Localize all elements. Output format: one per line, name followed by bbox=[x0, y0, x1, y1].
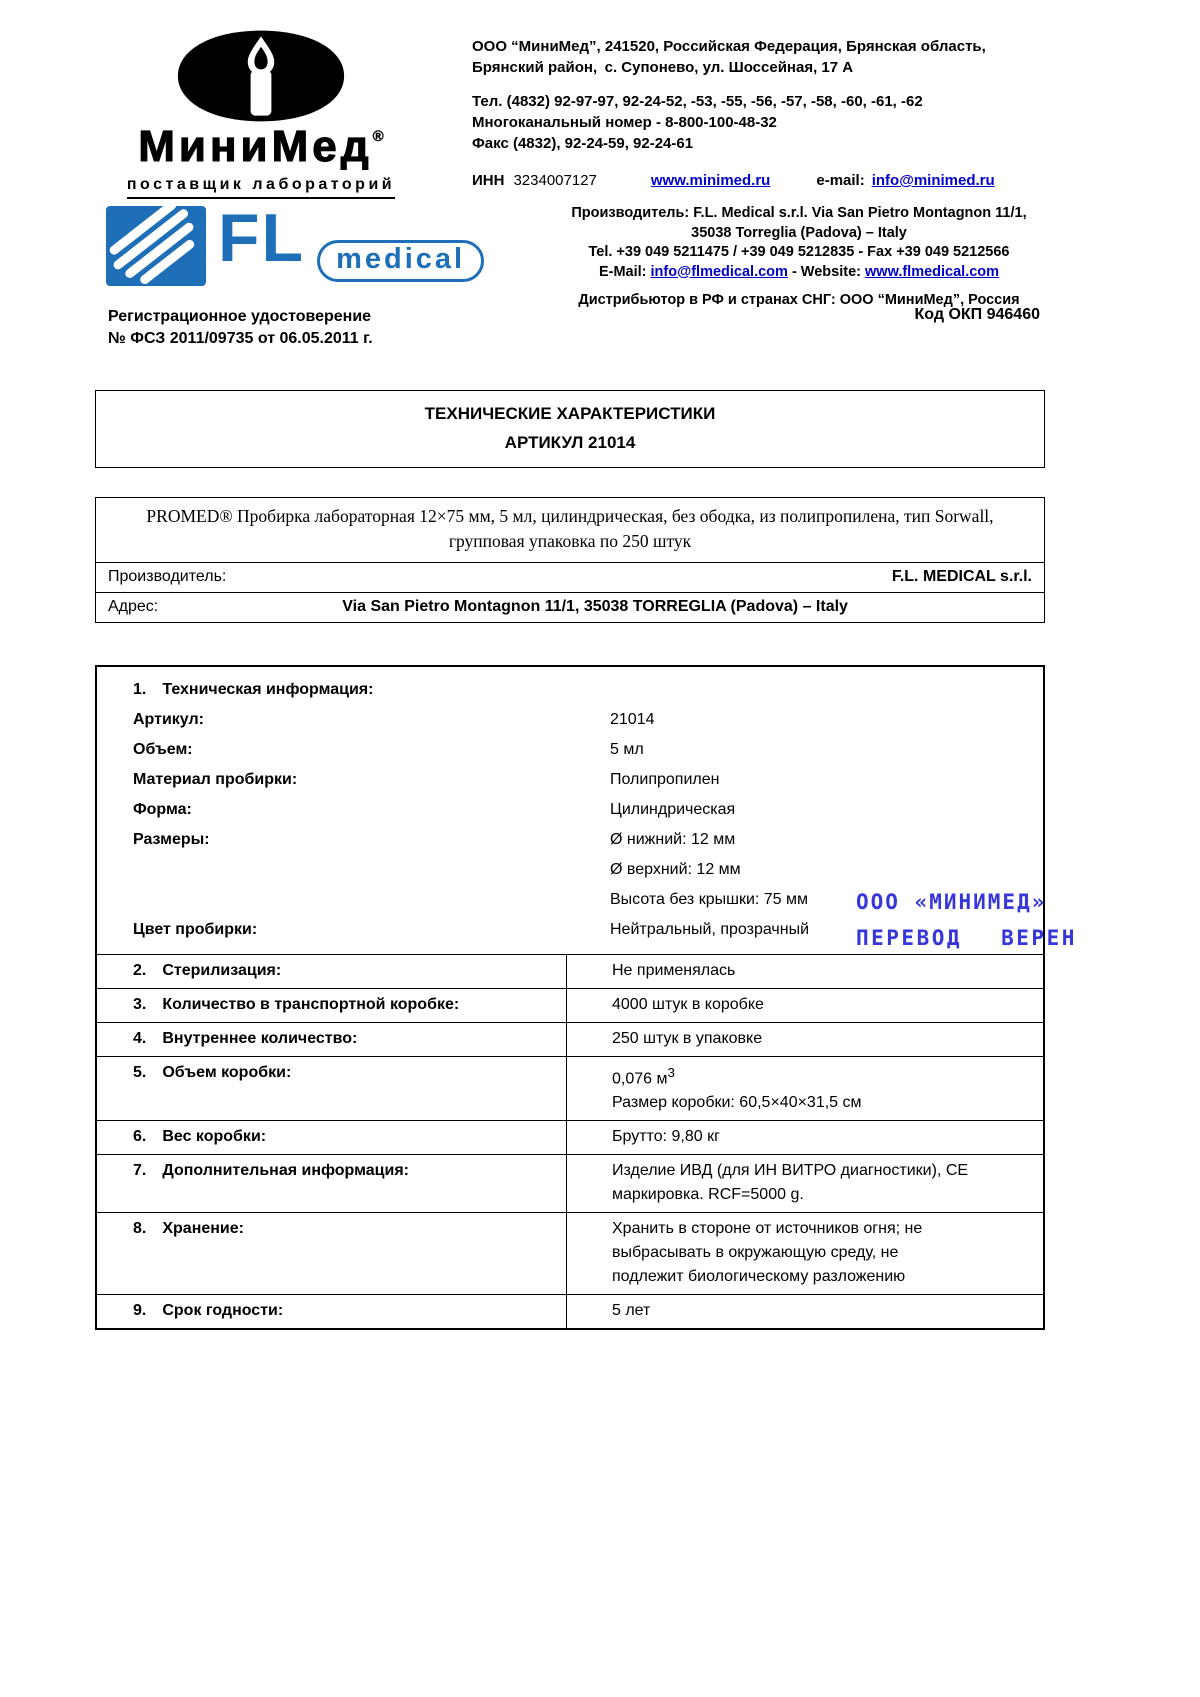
spec-row-sterilization bbox=[97, 954, 1043, 988]
title-box bbox=[95, 390, 1045, 468]
spec-item-dimensions-line2 bbox=[97, 855, 1043, 885]
fl-manufacturer-line2: 35038 Torreglia (Padova) – Italy bbox=[691, 224, 907, 241]
translation-stamp bbox=[856, 890, 1077, 950]
registration-line2: № ФСЗ 2011/09735 от 06.05.2011 г. bbox=[108, 330, 373, 347]
spec-row-box-volume bbox=[97, 1056, 1043, 1120]
stamp-line2: ПЕРЕВОД ВЕРЕН bbox=[856, 926, 1077, 950]
minimed-email-link[interactable]: info@minimed.ru bbox=[871, 172, 995, 189]
spec-item-value: Высота без крышки: 75 мм bbox=[610, 891, 809, 908]
product-description-box bbox=[95, 497, 1045, 623]
spec-row-label: 9. Срок годности: bbox=[97, 1295, 567, 1328]
brand-name: МиниМед® bbox=[138, 122, 384, 171]
spec-row-transport-quantity bbox=[97, 988, 1043, 1022]
inn-value: 3234007127 bbox=[513, 172, 597, 189]
spec-item-value: Ø нижний: 12 мм bbox=[610, 831, 736, 848]
inn-label: ИНН bbox=[472, 172, 505, 189]
product-description bbox=[96, 498, 1044, 563]
manufacturer-row bbox=[96, 563, 1044, 593]
fl-website-label: - Website: bbox=[791, 263, 861, 280]
spec-item-article bbox=[97, 705, 1043, 735]
fl-distributor-line: Дистрибьютор в РФ и странах СНГ: ООО “МиниМед”, Россия bbox=[578, 292, 1020, 308]
spec-item-label: Размеры: bbox=[133, 831, 210, 848]
registered-mark: ® bbox=[372, 128, 384, 145]
spec-section-heading: 1. Техническая информация: bbox=[133, 681, 374, 698]
spec-row-value: 4000 штук в коробке bbox=[612, 996, 764, 1013]
spec-item-value: Цилиндрическая bbox=[610, 801, 736, 818]
address-value: Via San Pietro Montagnon 11/1, 35038 TORREGLIA (Padova) – Italy bbox=[342, 598, 848, 615]
fl-medical-glove-icon bbox=[106, 206, 206, 291]
spec-row-value: 250 штук в упаковке bbox=[612, 1030, 763, 1047]
box-size-value: Размер коробки: 60,5×40×31,5 см bbox=[612, 1094, 862, 1112]
spec-row-value: Брутто: 9,80 кг bbox=[612, 1128, 720, 1146]
registration-line1: Регистрационное удостоверение bbox=[108, 308, 372, 325]
spec-item-label: Форма: bbox=[133, 801, 192, 818]
fl-contact-line bbox=[556, 263, 1042, 283]
spec-item-value: Полипропилен bbox=[610, 771, 720, 788]
company-multichannel: Многоканальный номер - 8-800-100-48-32 bbox=[472, 114, 777, 131]
spec-row-storage bbox=[97, 1212, 1043, 1294]
spec-row-box-weight bbox=[97, 1120, 1043, 1154]
spec-row-value: Хранить в стороне от источников огня; не выбрасывать в окружающую среду, не подлежит биологическому разложению bbox=[612, 1220, 923, 1286]
spec-row-label: 5. Объем коробки: bbox=[97, 1057, 567, 1120]
fl-website-link[interactable]: www.flmedical.com bbox=[865, 263, 1000, 280]
company-contact-block bbox=[472, 36, 1057, 191]
spec-item-dimensions bbox=[97, 825, 1043, 855]
spec-item-value: 5 мл bbox=[610, 741, 644, 758]
superscript-3: 3 bbox=[667, 1065, 675, 1080]
spec-item-value: Нейтральный, прозрачный bbox=[610, 921, 810, 938]
spec-item-value: Ø верхний: 12 мм bbox=[610, 861, 741, 878]
okp-code: Код ОКП 946460 bbox=[914, 306, 1040, 323]
spec-item-label: Материал пробирки: bbox=[133, 771, 298, 788]
fl-logo-text: FL bbox=[218, 200, 306, 276]
spec-row-label: 2. Стерилизация: bbox=[97, 955, 567, 988]
fl-manufacturer-line1: Производитель: F.L. Medical s.r.l. Via San Pietro Montagnon 11/1, bbox=[571, 205, 1027, 221]
spec-item-value: 21014 bbox=[610, 711, 655, 728]
minimed-website-link[interactable]: www.minimed.ru bbox=[650, 172, 771, 189]
spec-item-label: Цвет пробирки: bbox=[133, 921, 258, 938]
manufacturer-label: Производитель: bbox=[108, 568, 227, 585]
minimed-brand-block bbox=[96, 28, 426, 199]
spec-item-label: Объем: bbox=[133, 741, 193, 758]
spec-row-label: 3. Количество в транспортной коробке: bbox=[97, 989, 567, 1022]
manufacturer-value: F.L. MEDICAL s.r.l. bbox=[891, 568, 1032, 585]
stamp-line1: ООО «МИНИМЕД» bbox=[856, 890, 1047, 914]
spec-row-inner-quantity bbox=[97, 1022, 1043, 1056]
article-number-title: АРТИКУЛ 21014 bbox=[504, 433, 636, 452]
spec-row-label: 6. Вес коробки: bbox=[97, 1121, 567, 1154]
spec-row-additional-info bbox=[97, 1154, 1043, 1212]
spec-item-material bbox=[97, 765, 1043, 795]
fl-medical-logo bbox=[106, 200, 484, 290]
fl-logo-medical-text: medical bbox=[317, 240, 484, 282]
product-description-line1: PROMED® Пробирка лабораторная 12×75 мм, 5 мл, цилиндрическая, без ободка, из полипропилена, тип Sorwall, bbox=[146, 506, 994, 526]
spec-row-label: 8. Хранение: bbox=[97, 1213, 567, 1294]
fl-email-label: E-Mail: bbox=[598, 263, 647, 280]
spec-item-label: Артикул: bbox=[133, 711, 204, 728]
email-label: e-mail: bbox=[816, 172, 865, 189]
spec-row-value: Изделие ИВД (для ИН ВИТРО диагностики), СЕ маркировка. RCF=5000 g. bbox=[612, 1162, 969, 1204]
spec-row-label: 4. Внутреннее количество: bbox=[97, 1023, 567, 1056]
spec-row-shelf-life bbox=[97, 1294, 1043, 1328]
box-volume-value: 0,076 $м^3$ bbox=[612, 1065, 675, 1088]
spec-table bbox=[95, 665, 1045, 1330]
registration-certificate bbox=[108, 306, 373, 350]
company-fax: Факс (4832), 92-24-59, 92-24-61 bbox=[472, 135, 694, 152]
fl-phone-line: Tel. +39 049 5211475 / +39 049 5212835 - Fax +39 049 5212566 bbox=[588, 244, 1010, 260]
spec-row-label: 7. Дополнительная информация: bbox=[97, 1155, 567, 1212]
fl-email-link[interactable]: info@flmedical.com bbox=[650, 263, 788, 280]
spec-item-shape bbox=[97, 795, 1043, 825]
company-address-line1: ООО “МиниМед”, 241520, Российская Федерация, Брянская область, bbox=[472, 38, 986, 55]
company-phone: Тел. (4832) 92-97-97, 92-24-52, -53, -55, -56, -57, -58, -60, -61, -62 bbox=[472, 93, 923, 110]
product-description-line2: групповая упаковка по 250 штук bbox=[448, 531, 692, 551]
address-row bbox=[96, 593, 1044, 622]
spec-row-value: 5 лет bbox=[612, 1302, 651, 1320]
address-label: Адрес: bbox=[108, 598, 159, 615]
spec-item-volume bbox=[97, 735, 1043, 765]
company-address-line2: Брянский район, с. Супонево, ул. Шоссейная, 17 А bbox=[472, 59, 854, 76]
document-title: ТЕХНИЧЕСКИЕ ХАРАКТЕРИСТИКИ bbox=[424, 404, 716, 423]
spec-row-value bbox=[567, 1057, 1043, 1120]
fl-medical-info-block bbox=[556, 204, 1042, 311]
spec-row-value: Не применялась bbox=[612, 962, 736, 979]
brand-tagline: поставщик лабораторий bbox=[127, 176, 395, 199]
